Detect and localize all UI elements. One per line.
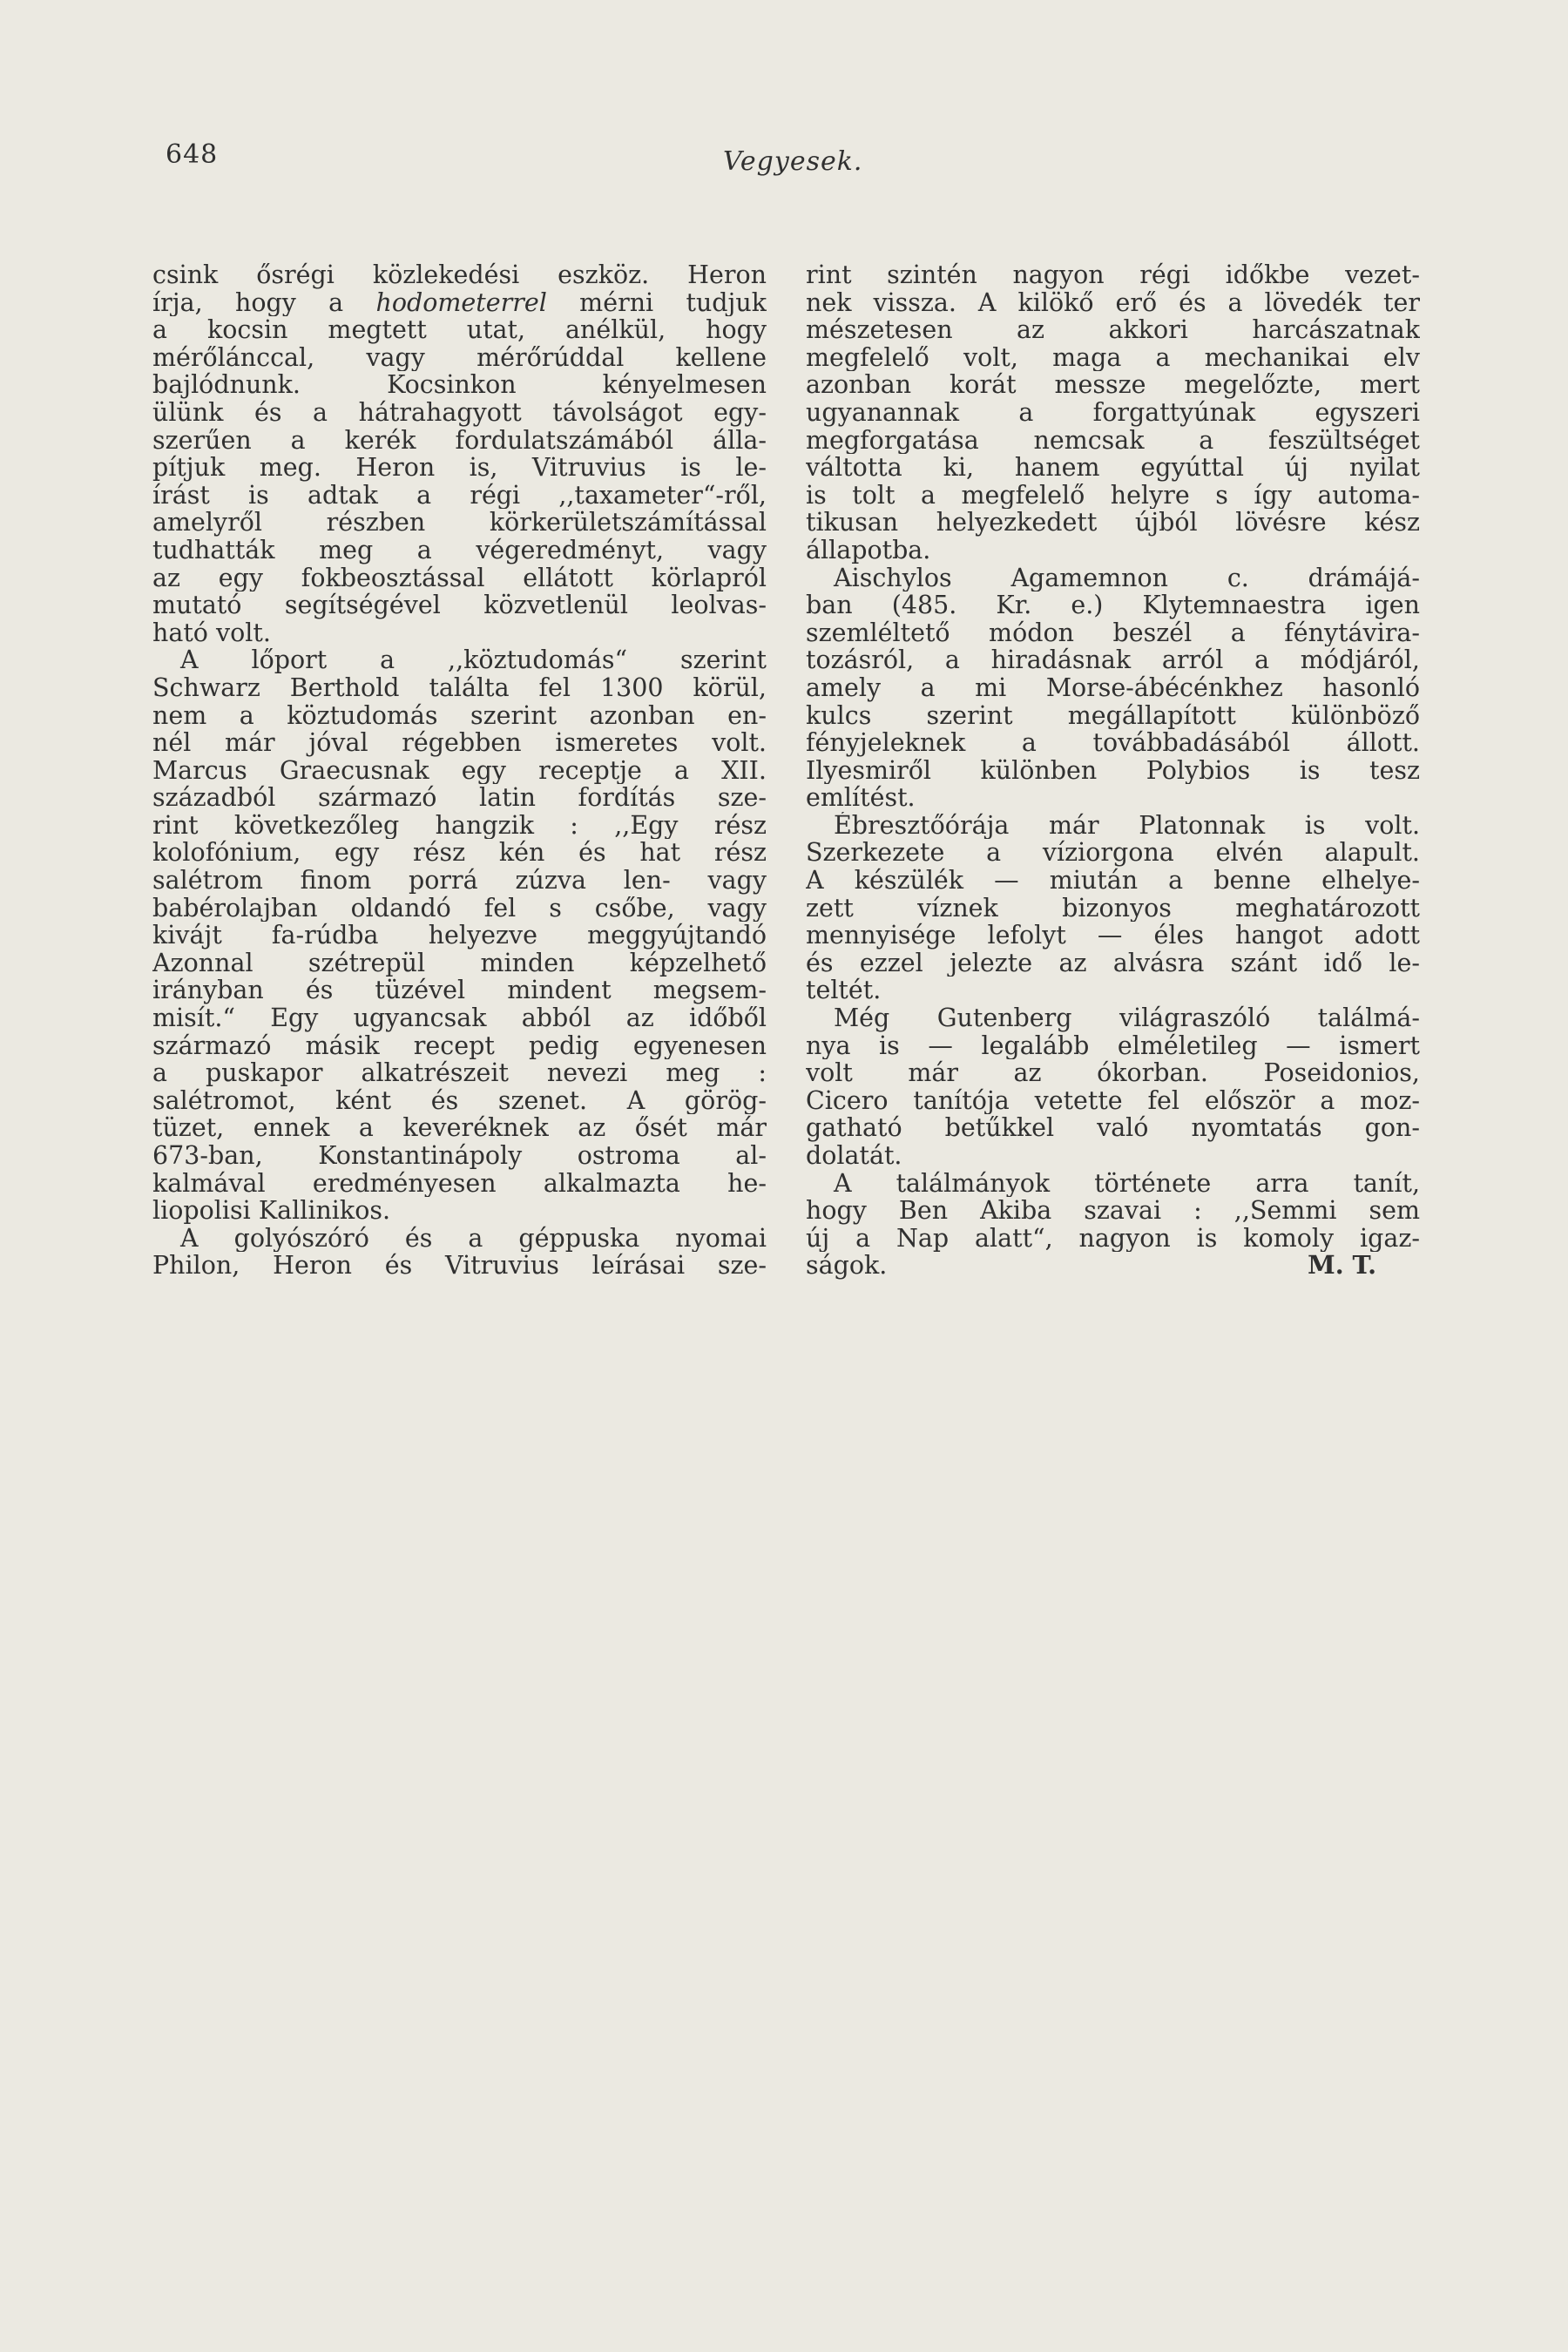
text-line: nya is — legalább elméletileg — ismert xyxy=(806,1031,1420,1060)
text-line: kivájt fa-rúdba helyezve meggyújtandó xyxy=(152,922,767,950)
text-line: salétrom finom porrá zúzva len- vagy xyxy=(152,867,767,895)
text-line: írást is adtak a régi ,,taxameter“-ről, xyxy=(152,481,767,510)
text-line: 673-ban, Konstantinápoly ostroma al- xyxy=(152,1142,767,1170)
text-line: mészetesen az akkori harcászatnak xyxy=(806,316,1420,344)
text-line: megfelelő volt, maga a mechanikai elv xyxy=(806,343,1420,372)
text-line: tudhatták meg a végeredményt, vagy xyxy=(152,536,767,564)
text-line: A készülék — miután a benne elhelye- xyxy=(806,867,1420,895)
text-line: liopolisi Kallinikos. xyxy=(152,1197,391,1225)
signature-line xyxy=(806,1252,1420,1280)
text-line: és ezzel jelezte az alvásra szánt idő le- xyxy=(806,949,1420,977)
text-line: A golyószóró és a géppuska nyomai xyxy=(180,1224,767,1253)
text-line: amely a mi Morse-ábécénkhez hasonló xyxy=(806,673,1420,702)
text-line: a puskapor alkatrészeit nevezi meg : xyxy=(152,1059,767,1087)
text-line: származó másik recept pedig egyenesen xyxy=(152,1031,767,1060)
text-line: tüzet, ennek a keveréknek az ősét már xyxy=(152,1114,767,1142)
text-line: Aischylos Agamemnon c. drámájá- xyxy=(834,564,1420,592)
text-line: Philon, Heron és Vitruvius leírásai sze- xyxy=(152,1252,767,1280)
text-line: is tolt a megfelelő helyre s így automa- xyxy=(806,481,1420,510)
text-line: ban (485. Kr. e.) Klytemnaestra igen xyxy=(806,591,1420,619)
left-column xyxy=(152,261,767,1280)
text-line: kolofónium, egy rész kén és hat rész xyxy=(152,839,767,868)
text-line: századból származó latin fordítás sze- xyxy=(152,784,767,812)
text-line: Marcus Graecusnak egy receptje a XII. xyxy=(152,756,767,785)
text-line: misít.“ Egy ugyancsak abból az időből xyxy=(152,1004,767,1032)
text-line: mérőlánccal, vagy mérőrúddal kellene xyxy=(152,343,767,372)
text-line: szerűen a kerék fordulatszámából álla- xyxy=(152,426,767,455)
text-line: bajlódnunk. Kocsinkon kényelmesen xyxy=(152,371,767,399)
text-line: kalmával eredményesen alkalmazta he- xyxy=(152,1169,767,1198)
text-line: ülünk és a hátrahagyott távolságot egy- xyxy=(152,398,767,427)
text-line: a kocsin megtett utat, anélkül, hogy xyxy=(152,316,767,344)
text-line: A találmányok története arra tanít, xyxy=(834,1169,1420,1198)
text-line: Még Gutenberg világraszóló találmá- xyxy=(834,1004,1420,1032)
text-line: állapotba. xyxy=(806,536,931,564)
text-line: zett víznek bizonyos meghatározott xyxy=(806,894,1420,923)
text-line: dolatát. xyxy=(806,1142,902,1170)
page-header xyxy=(166,131,1411,183)
text-line: ható volt. xyxy=(152,618,271,647)
text-line: fényjeleknek a továbbadásából állott. xyxy=(806,729,1420,757)
text-line: nek vissza. A kilökő erő és a lövedék ter xyxy=(806,288,1420,317)
text-line: megforgatása nemcsak a feszültséget xyxy=(806,426,1420,455)
text-line: nél már jóval régebben ismeretes volt. xyxy=(152,729,767,757)
text-line: tozásról, a hiradásnak arról a módjáról, xyxy=(806,646,1420,674)
text-line: babérolajban oldandó fel s csőbe, vagy xyxy=(152,894,767,923)
text-line: Schwarz Berthold találta fel 1300 körül, xyxy=(152,673,767,702)
author-signature: M. T. xyxy=(1308,1252,1376,1280)
text-line: ságok. xyxy=(806,1252,888,1280)
text-line: tikusan helyezkedett újból lövésre kész xyxy=(806,509,1420,537)
text-line: azonban korát messze megelőzte, mert xyxy=(806,371,1420,399)
text-line: kulcs szerint megállapított különböző xyxy=(806,701,1420,730)
running-head: Vegyesek. xyxy=(723,146,863,177)
text-line: említést. xyxy=(806,784,916,812)
text-line: rint szintén nagyon régi időkbe vezet- xyxy=(806,261,1420,289)
text-line: csink ősrégi közlekedési eszköz. Heron xyxy=(152,261,767,289)
text-line: írja, hogy a hodometerrel mérni tudjuk xyxy=(152,288,767,317)
text-line: szemléltető módon beszél a fénytávira- xyxy=(806,618,1420,647)
text-line: gatható betűkkel való nyomtatás gon- xyxy=(806,1114,1420,1142)
text-line: salétromot, ként és szenet. A görög- xyxy=(152,1086,767,1115)
text-line: nem a köztudomás szerint azonban en- xyxy=(152,701,767,730)
text-line: volt már az ókorban. Poseidonios, xyxy=(806,1059,1420,1087)
text-line: pítjuk meg. Heron is, Vitruvius is le- xyxy=(152,454,767,482)
page-number: 648 xyxy=(166,139,219,170)
text-line: új a Nap alatt“, nagyon is komoly igaz- xyxy=(806,1224,1420,1253)
text-line: Azonnal szétrepül minden képzelhető xyxy=(152,949,767,977)
text-line: rint következőleg hangzik : ,,Egy rész xyxy=(152,811,767,840)
right-column xyxy=(806,261,1420,1280)
text-line: teltét. xyxy=(806,977,882,1005)
text-line: az egy fokbeosztással ellátott körlapról xyxy=(152,564,767,592)
text-line: amelyről részben körkerületszámítással xyxy=(152,509,767,537)
text-line: A lőport a ,,köztudomás“ szerint xyxy=(180,646,767,674)
text-line: Szerkezete a víziorgona elvén alapult. xyxy=(806,839,1420,868)
text-line: ugyanannak a forgattyúnak egyszeri xyxy=(806,398,1420,427)
text-line: hogy Ben Akiba szavai : ,,Semmi sem xyxy=(806,1197,1420,1225)
text-line: mutató segítségével közvetlenül leolvas- xyxy=(152,591,767,619)
text-line: Ilyesmiről különben Polybios is tesz xyxy=(806,756,1420,785)
text-line: mennyisége lefolyt — éles hangot adott xyxy=(806,922,1420,950)
text-line: Ébresztőórája már Platonnak is volt. xyxy=(834,811,1420,840)
text-line: váltotta ki, hanem egyúttal új nyilat xyxy=(806,454,1420,482)
text-line: irányban és tüzével mindent megsem- xyxy=(152,977,767,1005)
text-line: Cicero tanítója vetette fel először a moz- xyxy=(806,1086,1420,1115)
